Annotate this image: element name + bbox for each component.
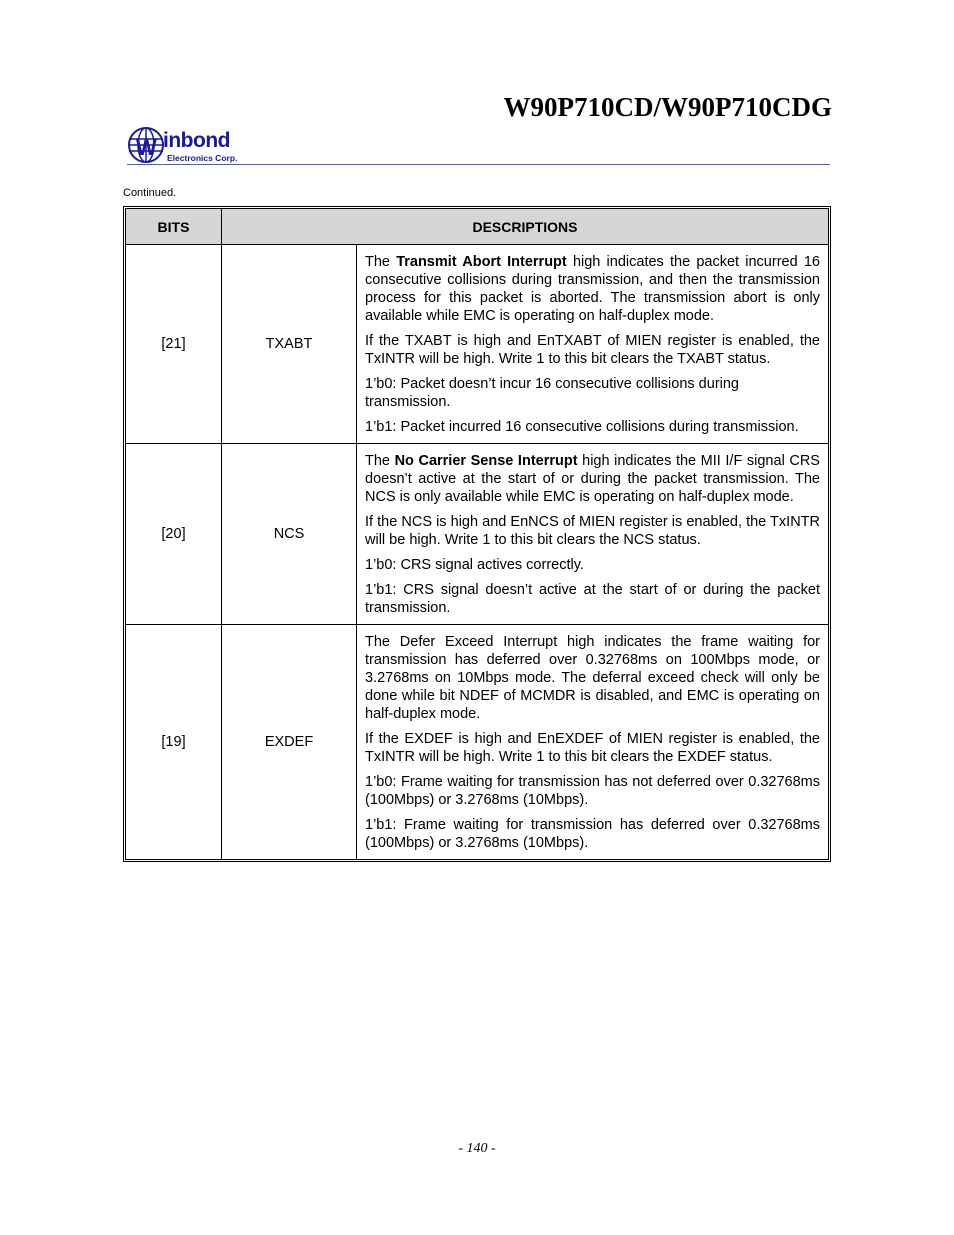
bit-range: [20] — [126, 444, 222, 625]
bit-name: EXDEF — [222, 625, 357, 860]
description-paragraph: The Defer Exceed Interrupt high indicates the frame waiting for transmission has deferred over 0.32768ms on 100Mbps mode, or 3.2768ms on 10Mbps mode. The deferral exceed check will only be done while bit NDEF of MCMDR is disabled, and EMC is operating on half-duplex mode. — [365, 634, 820, 722]
bit-name: TXABT — [222, 245, 357, 444]
bit-description — [357, 625, 829, 860]
description-paragraph: 1’b0: Packet doesn’t incur 16 consecutive collisions during transmission. — [365, 376, 739, 410]
description-paragraph: 1’b0: CRS signal actives correctly. — [365, 557, 584, 573]
bit-name: NCS — [222, 444, 357, 625]
bit-range: [19] — [126, 625, 222, 860]
header-rule — [127, 164, 830, 165]
description-paragraph: If the NCS is high and EnNCS of MIEN register is enabled, the TxINTR will be high. Write 1 to this bit clears the NCS status. — [365, 514, 820, 548]
description-paragraph: 1’b0: Frame waiting for transmission has not deferred over 0.32768ms (100Mbps) or 3.2768ms (10Mbps). — [365, 774, 820, 808]
description-paragraph: 1’b1: Packet incurred 16 consecutive collisions during transmission. — [365, 419, 799, 435]
bit-description — [357, 444, 829, 625]
description-paragraph: If the TXABT is high and EnTXABT of MIEN register is enabled, the TxINTR will be high. Write 1 to this bit clears the TXABT status. — [365, 333, 820, 367]
winbond-logo — [127, 126, 257, 166]
bit-description — [357, 245, 829, 444]
descriptions-column-header: DESCRIPTIONS — [222, 209, 829, 245]
table-row — [126, 444, 829, 625]
table-row — [126, 245, 829, 444]
description-paragraph: 1’b1: Frame waiting for transmission has deferred over 0.32768ms (100Mbps) or 3.2768ms (10Mbps). — [365, 817, 820, 851]
table-row — [126, 625, 829, 860]
logo-wordmark: inbond — [163, 129, 230, 152]
page-number: - 140 - — [458, 1141, 496, 1156]
description-paragraph: The No Carrier Sense Interrupt high indicates the MII I/F signal CRS doesn’t active at the start of or during the packet transmission. The NCS is only available while EMC is operating on half-duplex mode. — [365, 453, 820, 505]
bit-range: [21] — [126, 245, 222, 444]
bits-column-header: BITS — [126, 209, 222, 245]
register-bit-table — [123, 206, 831, 862]
document-title: W90P710CD/W90P710CDG — [503, 92, 832, 122]
svg-text:W: W — [136, 135, 157, 160]
description-paragraph: If the EXDEF is high and EnEXDEF of MIEN register is enabled, the TxINTR will be high. Write 1 to this bit clears the EXDEF status. — [365, 731, 820, 765]
description-paragraph: 1’b1: CRS signal doesn’t active at the start of or during the packet transmission. — [365, 582, 820, 616]
logo-subtitle: Electronics Corp. — [167, 153, 238, 163]
description-paragraph: The Transmit Abort Interrupt high indicates the packet incurred 16 consecutive collisions during transmission, and then the transmission process for this packet is aborted. The transmission abort is only available while EMC is operating on half-duplex mode. — [365, 254, 820, 324]
winbond-globe-icon — [127, 126, 167, 166]
continued-label: Continued. — [123, 187, 177, 199]
table-header-row — [126, 209, 829, 245]
